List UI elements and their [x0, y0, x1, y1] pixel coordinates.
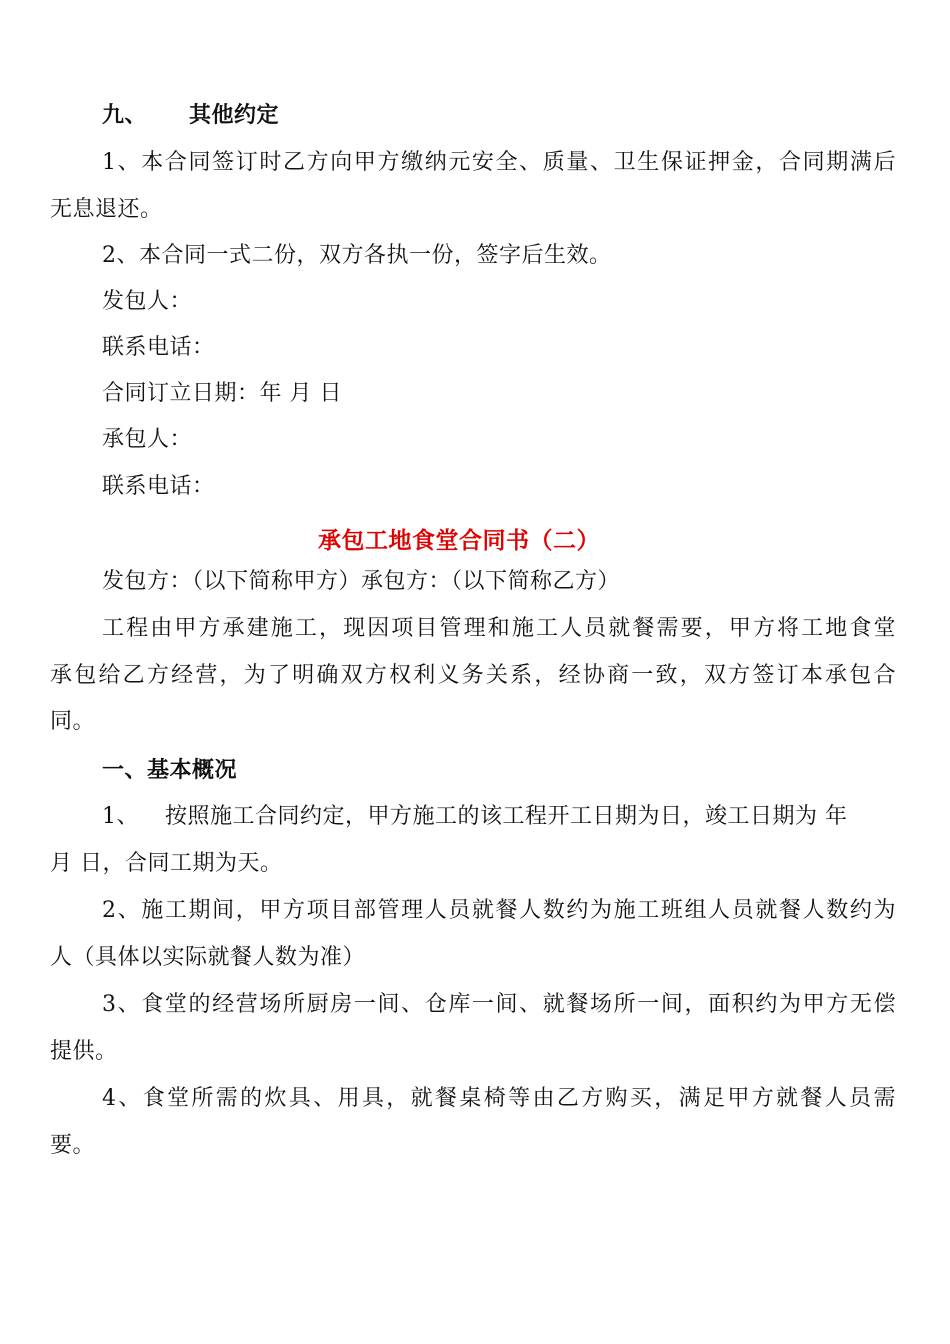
basic-item-4-line-2: 要。 — [50, 1133, 96, 1158]
section-9-item-1-line-2: 无息退还。 — [50, 197, 163, 222]
section-9-number: 九、 — [102, 103, 148, 128]
basic-item-3-line-1: 3、食堂的经营场所厨房一间、仓库一间、就餐场所一间，面积约为甲方无偿 — [102, 992, 896, 1017]
section-1-heading: 一、基本概况 — [102, 758, 238, 783]
contractor-phone-label: 联系电话： — [102, 474, 215, 499]
basic-item-1-number: 1、 — [102, 804, 139, 829]
basic-item-2-line-1: 2、施工期间，甲方项目部管理人员就餐人数约为施工班组人员就餐人数约为 — [102, 898, 896, 923]
basic-item-3-line-2: 提供。 — [50, 1039, 118, 1064]
contract-2-intro-line-1: 工程由甲方承建施工，现因项目管理和施工人员就餐需要，甲方将工地食堂 — [102, 616, 896, 641]
section-9-heading — [102, 101, 279, 131]
sign-date-label: 合同订立日期：年 月 日 — [102, 381, 342, 406]
contract-2-intro-line-3: 同。 — [50, 709, 96, 734]
basic-item-1-line-1 — [102, 802, 896, 832]
basic-item-1-text: 按照施工合同约定，甲方施工的该工程开工日期为日，竣工日期为 年 — [165, 804, 848, 829]
basic-item-1-line-2: 月 日，合同工期为天。 — [50, 851, 283, 876]
section-9-item-2: 2、本合同一式二份，双方各执一份，签字后生效。 — [102, 243, 612, 268]
basic-item-2-line-2: 人（具体以实际就餐人数为准） — [50, 945, 366, 970]
basic-item-4-line-1: 4、食堂所需的炊具、用具，就餐桌椅等由乙方购买，满足甲方就餐人员需 — [102, 1086, 896, 1111]
contractor-label: 承包人： — [102, 427, 193, 452]
section-9-item-1-line-1: 1、本合同签订时乙方向甲方缴纳元安全、质量、卫生保证押金，合同期满后 — [102, 150, 896, 175]
contract-2-parties: 发包方：（以下简称甲方）承包方：（以下简称乙方） — [102, 569, 621, 594]
contract-2-intro-line-2: 承包给乙方经营，为了明确双方权利义务关系，经协商一致，双方签订本承包合 — [50, 663, 896, 688]
contract-2-title: 承包工地食堂合同书（二） — [318, 528, 600, 554]
issuer-phone-label: 联系电话： — [102, 335, 215, 360]
section-9-title: 其他约定 — [189, 103, 280, 128]
issuer-label: 发包人： — [102, 289, 193, 314]
